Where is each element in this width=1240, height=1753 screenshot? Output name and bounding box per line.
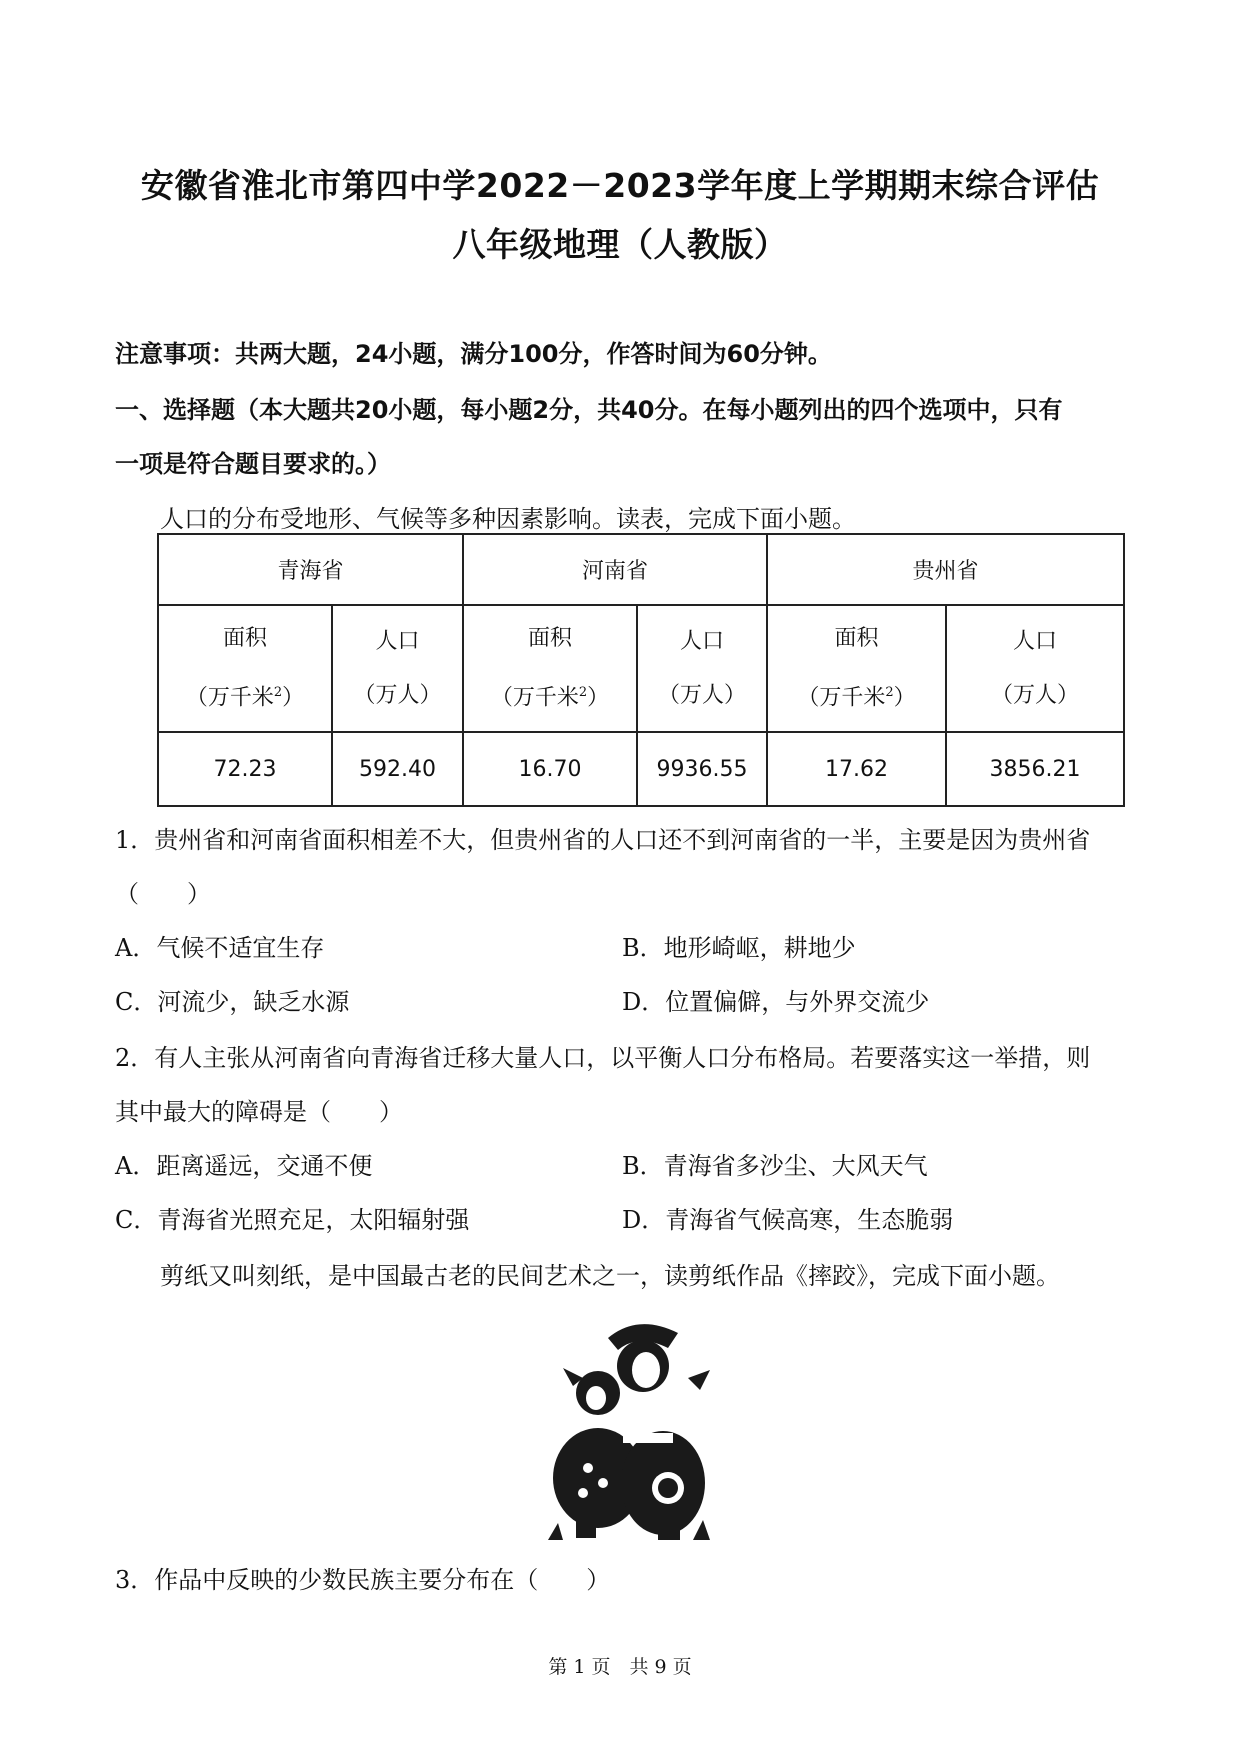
table-cell: 17.62: [767, 732, 946, 806]
papercut-intro: 剪纸又叫刻纸，是中国最古老的民间艺术之一，读剪纸作品《摔跤》，完成下面小题。: [160, 1262, 1060, 1290]
area-unit-sup: 2: [885, 684, 894, 700]
section1-heading-line2: 一项是符合题目要求的。）: [115, 450, 391, 478]
q3-stem-line1: 3．作品中反映的少数民族主要分布在（ ）: [115, 1566, 611, 1594]
area-label: 面积: [527, 625, 572, 651]
table-cell: 16.70: [463, 732, 637, 806]
q2-option-b: B．青海省多沙尘、大风天气: [622, 1152, 928, 1180]
pop-label: 人口: [375, 628, 420, 654]
area-unit: （万千米: [490, 685, 579, 711]
pop-label: 人口: [679, 628, 724, 654]
q2-stem-line1: 2．有人主张从河南省向青海省迁移大量人口，以平衡人口分布格局。若要落实这一举措，则: [115, 1044, 1091, 1072]
exam-subtitle: 八年级地理（人教版）: [452, 225, 788, 264]
table-cell: 3856.21: [946, 732, 1124, 806]
table-header-henan: 河南省: [463, 534, 767, 605]
area-unit-close: ）: [587, 685, 610, 711]
table-subheader-pop: [946, 605, 1124, 732]
q2-option-d: D．青海省气候高寒，生态脆弱: [622, 1206, 954, 1234]
page-footer: 第 1 页 共 9 页: [548, 1656, 692, 1678]
area-unit: （万千米: [797, 685, 886, 711]
table-header-qinghai: 青海省: [158, 534, 463, 605]
table-cell: 72.23: [158, 732, 332, 806]
area-unit-close: ）: [282, 685, 305, 711]
table-subheader-area: [158, 605, 332, 732]
area-unit-sup: 2: [273, 684, 283, 700]
area-unit-close: ）: [893, 685, 916, 711]
notice: [115, 334, 832, 369]
q2-stem-line2: 其中最大的障碍是（ ）: [115, 1098, 403, 1126]
area-unit: （万千米: [185, 685, 274, 711]
table-subheader-pop: [332, 605, 463, 732]
q1-stem-line1: 1．贵州省和河南省面积相差不大，但贵州省的人口还不到河南省的一半，主要是因为贵州省: [115, 826, 1091, 854]
table-subheader-area: [463, 605, 637, 732]
notice-text: 注意事项：共两大题，24小题，满分100分，作答时间为60分钟。: [115, 340, 832, 368]
q1-option-d: D．位置偏僻，与外界交流少: [622, 988, 930, 1016]
q2-option-a: A．距离遥远，交通不便: [115, 1152, 373, 1180]
area-label: 面积: [222, 625, 267, 651]
table-header-guizhou: 贵州省: [767, 534, 1124, 605]
population-table: [157, 533, 1125, 807]
q1-option-a: A．气候不适宜生存: [115, 934, 325, 962]
area-unit-sup: 2: [578, 684, 588, 700]
wrestling-papercut-image: [528, 1308, 728, 1548]
pop-label: 人口: [1012, 628, 1057, 654]
table-cell: 9936.55: [637, 732, 767, 806]
pop-unit: （万人）: [353, 682, 442, 708]
q1-stem-line2: （ ）: [115, 880, 211, 908]
pop-unit: （万人）: [657, 682, 746, 708]
q2-option-c: C．青海省光照充足，太阳辐射强: [115, 1206, 470, 1234]
q1-option-c: C．河流少，缺乏水源: [115, 988, 350, 1016]
table-intro: 人口的分布受地形、气候等多种因素影响。读表，完成下面小题。: [160, 505, 856, 533]
table-header-row: [158, 534, 1124, 605]
table-value-row: [158, 732, 1124, 806]
exam-title: 安徽省淮北市第四中学2022－2023学年度上学期期末综合评估: [140, 166, 1100, 205]
q1-option-b: B．地形崎岖，耕地少: [622, 934, 856, 962]
section1-heading-line1: 一、选择题（本大题共20小题，每小题2分，共40分。在每小题列出的四个选项中，只有: [115, 396, 1063, 424]
table-subheader-pop: [637, 605, 767, 732]
pop-unit: （万人）: [990, 682, 1079, 708]
table-subheader-area: [767, 605, 946, 732]
table-subheader-row: [158, 605, 1124, 732]
table-cell: 592.40: [332, 732, 463, 806]
area-label: 面积: [834, 625, 879, 651]
